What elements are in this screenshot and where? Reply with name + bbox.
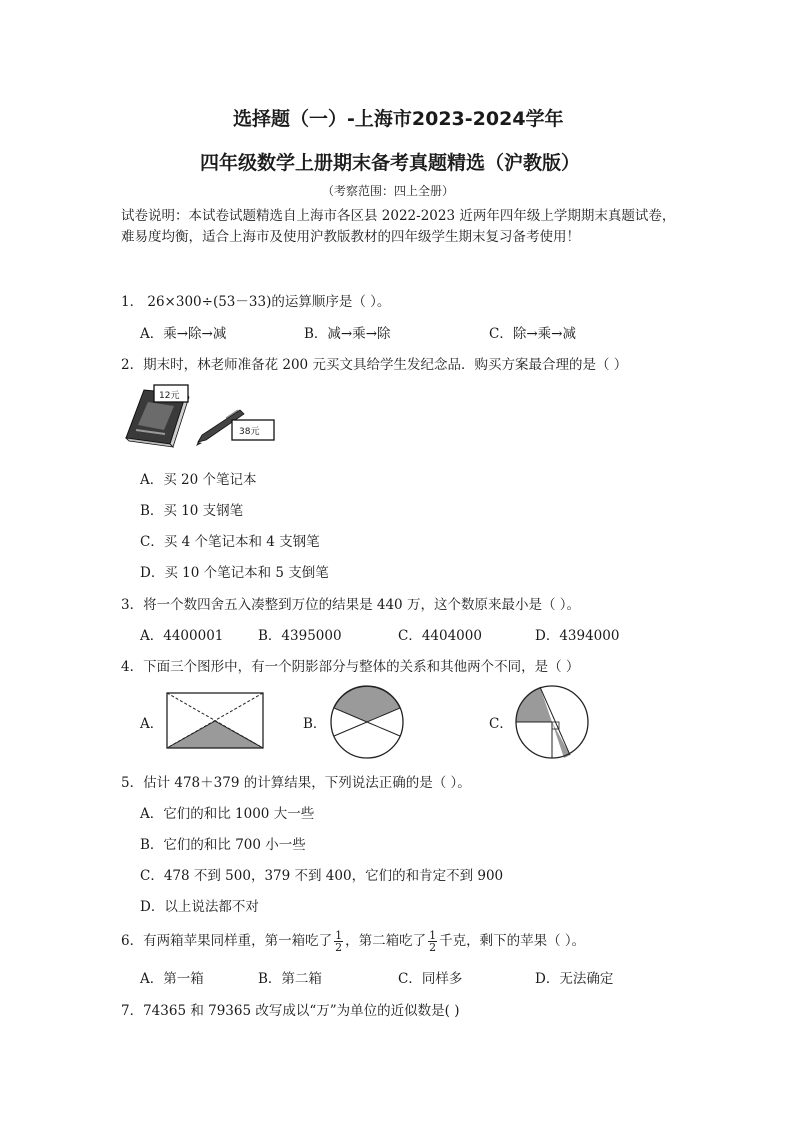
question-2-option-b[interactable]: B．买 10 支钢笔 [140,503,244,519]
question-1-stem: 1． 26×300÷(53－33)的运算顺序是（ ）。 [121,294,391,310]
question-3-stem: 3．将一个数四舍五入凑整到万位的结果是 440 万，这个数原来最小是（ ）。 [121,597,580,613]
question-6-stem-part-3: 千克，剩下的苹果（ ）。 [439,933,586,949]
figure-b-circle [329,684,405,760]
question-4-option-b[interactable]: B． [303,716,327,732]
question-6-option-b[interactable]: B．第二箱 [258,971,322,987]
question-4-option-a[interactable]: A． [140,716,164,732]
question-3-option-b[interactable]: B．4395000 [258,628,342,644]
question-3-option-d[interactable]: D．4394000 [535,628,620,644]
question-1-option-a[interactable]: A．乘→除→减 [140,326,227,342]
question-4-stem: 4．下面三个图形中，有一个阴影部分与整体的关系和其他两个不同，是（ ） [121,659,580,675]
question-2-option-c[interactable]: C．买 4 个笔记本和 4 支钢笔 [140,534,320,550]
question-6-stem-part-1: 6．有两箱苹果同样重，第一箱吃了 [121,933,333,949]
pen-price-tag: 38元 [239,427,260,437]
intro-line-1: 试卷说明：本试卷试题精选自上海市各区县 2022-2023 近两年四年级上学期期末真题试卷， [121,208,676,224]
figure-c-circle [514,684,590,760]
question-6-stem [121,929,585,953]
exam-scope: （考察范围：四上全册） [322,184,455,198]
question-2-stem: 2．期末时，林老师准备花 200 元买文具给学生发纪念品．购买方案最合理的是（ ） [121,357,628,373]
title-line-2: 四年级数学上册期末备考真题精选（沪教版） [200,152,581,174]
fraction-one-half: $\frac{1}{2}$ [335,929,343,954]
figure-a-rectangle [166,692,264,750]
question-5-option-c[interactable]: C．478 不到 500，379 不到 400，它们的和肯定不到 900 [140,868,504,884]
question-4-option-c[interactable]: C． [489,716,513,732]
question-5-stem: 5．估计 478＋379 的计算结果，下列说法正确的是（ ）。 [121,775,471,791]
fraction-one-half-second: $\frac{1}{2}$ [429,929,437,954]
question-6-stem-part-2: ，第二箱吃了 [345,933,427,949]
notebook-and-pen-illustration [118,380,283,450]
question-5-option-b[interactable]: B．它们的和比 700 小一些 [140,837,306,853]
intro-line-2: 难易度均衡，适合上海市及使用沪教版教材的四年级学生期末复习备考使用！ [121,229,580,245]
question-6-option-c[interactable]: C．同样多 [398,971,463,987]
question-6-option-a[interactable]: A．第一箱 [140,971,204,987]
question-3-option-a[interactable]: A．4400001 [140,628,224,644]
question-1-option-b[interactable]: B．减→乘→除 [304,326,391,342]
title-line-1: 选择题（一）-上海市2023-2024学年 [233,108,564,130]
question-1-option-c[interactable]: C．除→乘→减 [489,326,576,342]
question-5-option-a[interactable]: A．它们的和比 1000 大一些 [140,806,315,822]
question-7-stem: 7．74365 和 79365 改写成以“万”为单位的近似数是( ) [121,1003,460,1019]
question-3-option-c[interactable]: C．4404000 [398,628,482,644]
question-5-option-d[interactable]: D．以上说法都不对 [140,899,259,915]
question-6-option-d[interactable]: D．无法确定 [535,971,614,987]
question-2-option-d[interactable]: D．买 10 个笔记本和 5 支倒笔 [140,565,329,581]
notebook-price-tag: 12元 [159,391,180,401]
question-2-option-a[interactable]: A．买 20 个笔记本 [140,472,257,488]
